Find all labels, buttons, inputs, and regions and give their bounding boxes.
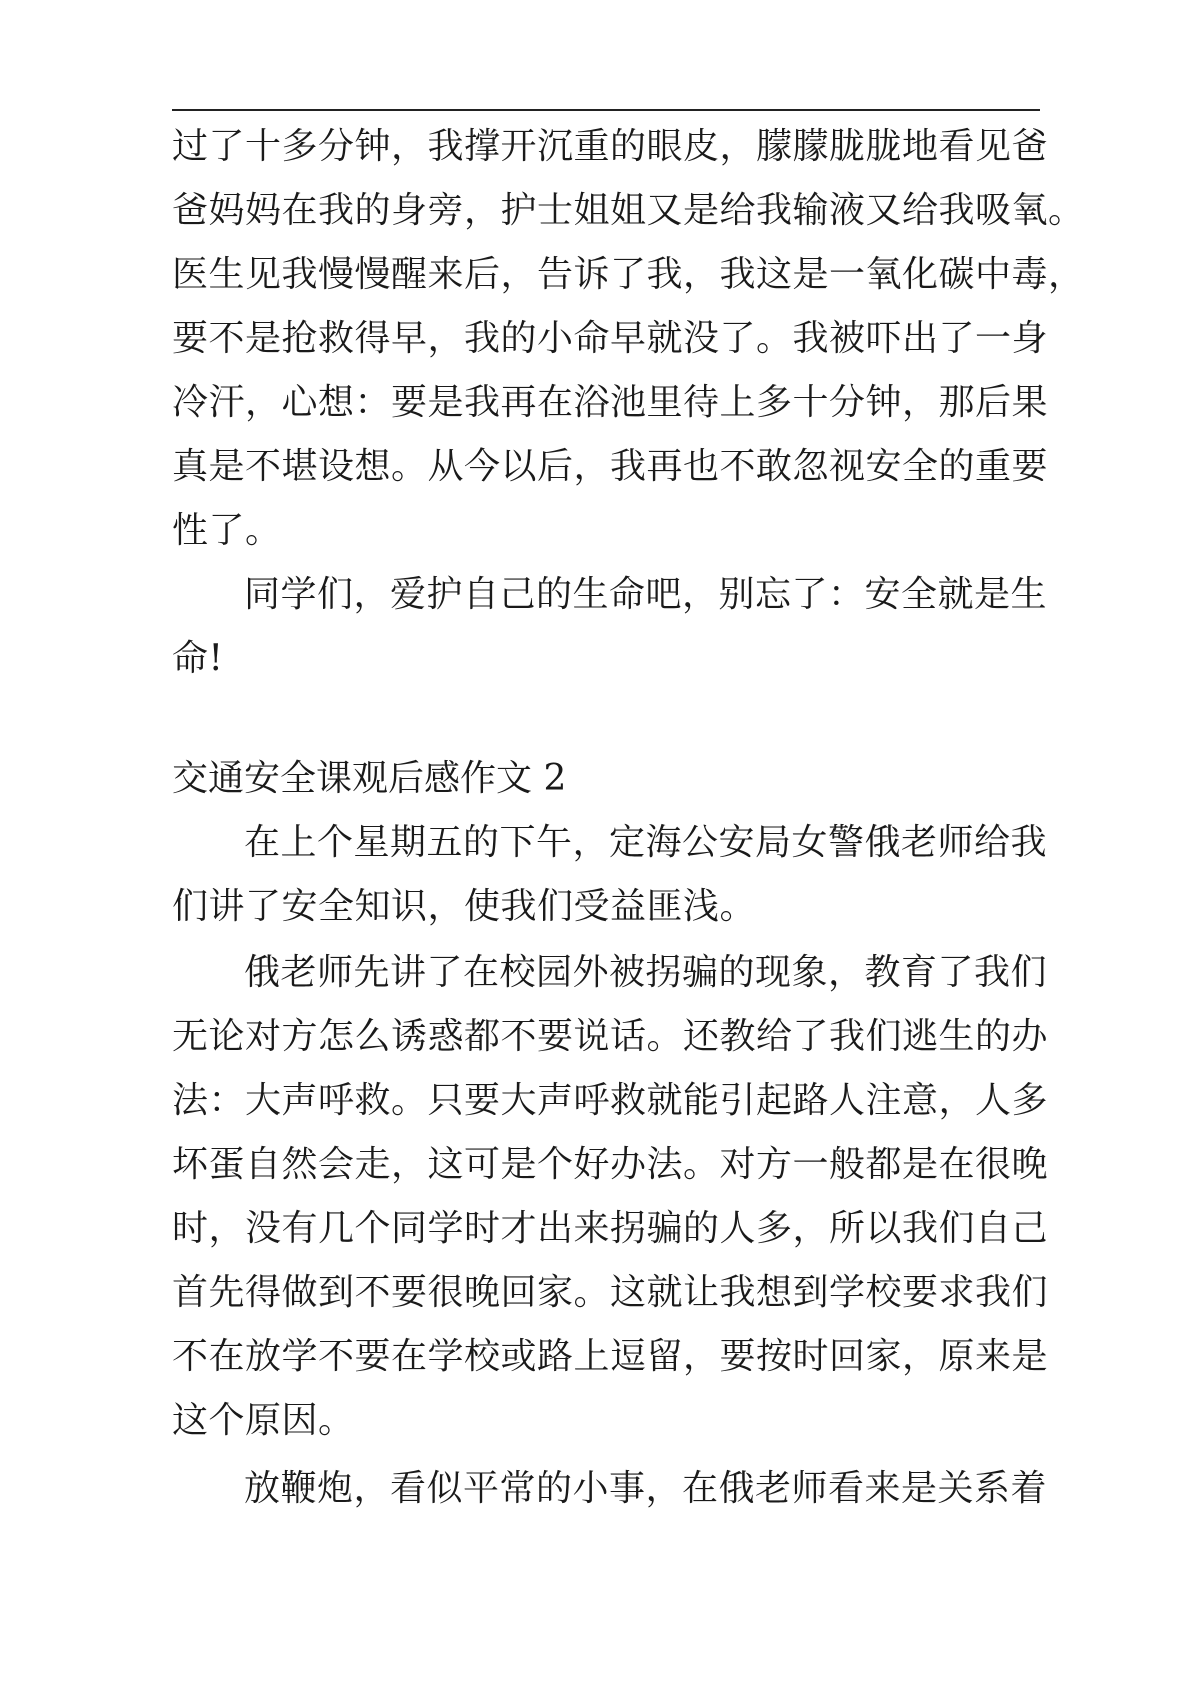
text-line: 无论对方怎么诱惑都不要说话。还教给了我们逃生的办 [172, 1016, 1049, 1057]
text-line: 医生见我慢慢醒来后，告诉了我，我这是一氧化碳中毒， [172, 254, 1085, 295]
text-line: 冷汗，心想：要是我再在浴池里待上多十分钟，那后果 [172, 382, 1049, 423]
text-line: 这个原因。 [172, 1400, 355, 1441]
section1-closing-paragraph [172, 563, 1048, 691]
text-line: 在上个星期五的下午，定海公安局女警俄老师给我 [244, 822, 1048, 863]
section2-paragraph-3 [172, 1457, 1048, 1521]
text-line: 法：大声呼救。只要大声呼救就能引起路人注意，人多 [172, 1080, 1049, 1121]
text-line: 爸妈妈在我的身旁，护士姐姐又是给我输液又给我吸氧。 [172, 190, 1085, 231]
section2-title-block [172, 747, 1040, 811]
text-line: 要不是抢救得早，我的小命早就没了。我被吓出了一身 [172, 318, 1049, 359]
text-line: 放鞭炮，看似平常的小事，在俄老师看来是关系着 [244, 1468, 1048, 1509]
text-line: 过了十多分钟，我撑开沉重的眼皮，朦朦胧胧地看见爸 [172, 126, 1049, 167]
text-line: 命! [172, 638, 224, 679]
text-line: 真是不堪设想。从今以后，我再也不敢忽视安全的重要 [172, 446, 1049, 487]
text-line: 坏蛋自然会走，这可是个好办法。对方一般都是在很晚 [172, 1144, 1049, 1185]
text-line: 性了。 [172, 510, 282, 551]
section-title: 交通安全课观后感作文 2 [172, 758, 567, 799]
text-line: 不在放学不要在学校或路上逗留，要按时回家，原来是 [172, 1336, 1049, 1377]
section2-paragraph-2 [172, 941, 1049, 1453]
text-line: 同学们，爱护自己的生命吧，别忘了：安全就是生 [244, 574, 1048, 615]
header-rule [172, 109, 1040, 111]
text-line: 们讲了安全知识，使我们受益匪浅。 [172, 886, 757, 927]
text-line: 时，没有几个同学时才出来拐骗的人多，所以我们自己 [172, 1208, 1049, 1249]
section2-paragraph-1 [172, 811, 1048, 939]
text-line: 俄老师先讲了在校园外被拐骗的现象，教育了我们 [244, 952, 1048, 993]
section1-paragraph [172, 115, 1085, 563]
text-line: 首先得做到不要很晚回家。这就让我想到学校要求我们 [172, 1272, 1049, 1313]
